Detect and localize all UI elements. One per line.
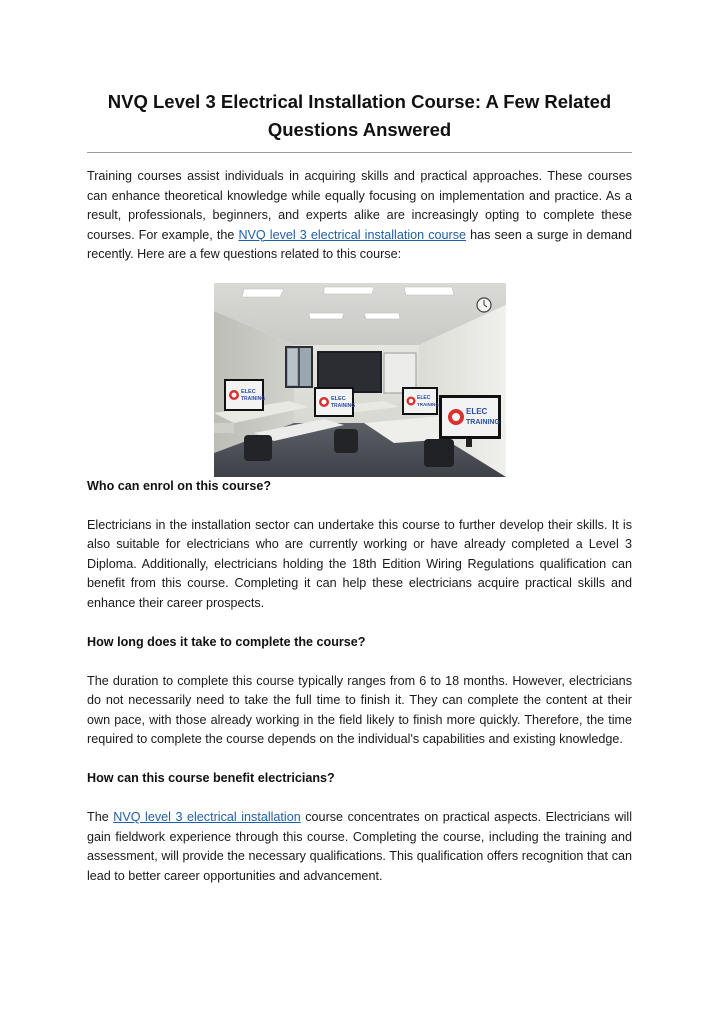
document-title: NVQ Level 3 Electrical Installation Course: A Few Related Questions Answered — [107, 91, 612, 140]
monitor-1-brand-line2: TRAINING — [240, 395, 265, 402]
title-divider — [87, 152, 632, 153]
monitor-2-brand-line1: ELEC — [330, 395, 346, 402]
section-body-benefits — [87, 808, 632, 886]
benefits-text-before: The — [87, 810, 114, 824]
intro-text-after: has seen a surge in demand recently. Here are a few questions related to this course: — [87, 227, 632, 261]
section-heading-who-can-enrol: Who can enrol on this course? — [87, 478, 272, 493]
monitor-1-brand-line1: ELEC — [240, 388, 256, 395]
intro-text-before: Training courses assist individuals in acquiring skills and practical approaches. These courses can enhance theoretical knowledge while equally focusing on implementation and practice. As a result, professionals, beginners, and experts alike are increasingly opting to complete these courses. For example, the — [87, 169, 632, 242]
monitor-3-brand-line2: TRAINING — [416, 401, 439, 407]
document-page — [87, 0, 632, 886]
intro-paragraph — [87, 167, 632, 265]
monitor-4-brand-line1: ELEC — [465, 406, 487, 416]
training-monitor-1 — [224, 379, 265, 411]
training-monitor-3 — [402, 387, 439, 415]
section-heading-benefits: How can this course benefit electricians? — [87, 771, 335, 785]
monitor-2-brand-line2: TRAINING — [330, 402, 355, 409]
section-body-duration: The duration to complete this course typically ranges from 6 to 18 months. However, electricians do not necessarily need to take the full time to finish it. They can complete the content at their own pace, with those already working in the field likely to finish more quickly. Therefore, the time required to complete the course depends on the individual's capabilities and existing knowledge. — [87, 673, 632, 746]
course-link[interactable]: NVQ level 3 electrical installation course — [238, 227, 467, 242]
installation-link[interactable]: NVQ level 3 electrical installation — [113, 810, 301, 824]
monitor-3-brand-line1: ELEC — [416, 394, 430, 401]
classroom-photo — [214, 283, 506, 477]
training-monitor-2 — [314, 387, 355, 417]
section-body-who-can-enrol: Electricians in the installation sector can undertake this course to further develop their skills. It is also suitable for electricians who are currently working or have already completed a Level 3 Diploma. Additionally, electricians holding the 18th Edition Wiring Regulations qualification can benefit from this course. Completing it can help these electricians acquire practical skills and enhance their career prospects. — [87, 517, 632, 610]
benefits-text-after: course concentrates on practical aspects. Electricians will gain fieldwork experience through this course. Completing the course, including the training and assessment, will provide the necessary qualifications. This qualification offers recognition that can lead to better career opportunities and advancement. — [87, 810, 632, 883]
section-heading-duration: How long does it take to complete the course? — [87, 634, 366, 649]
monitor-4-brand-line2: TRAINING — [465, 418, 500, 426]
